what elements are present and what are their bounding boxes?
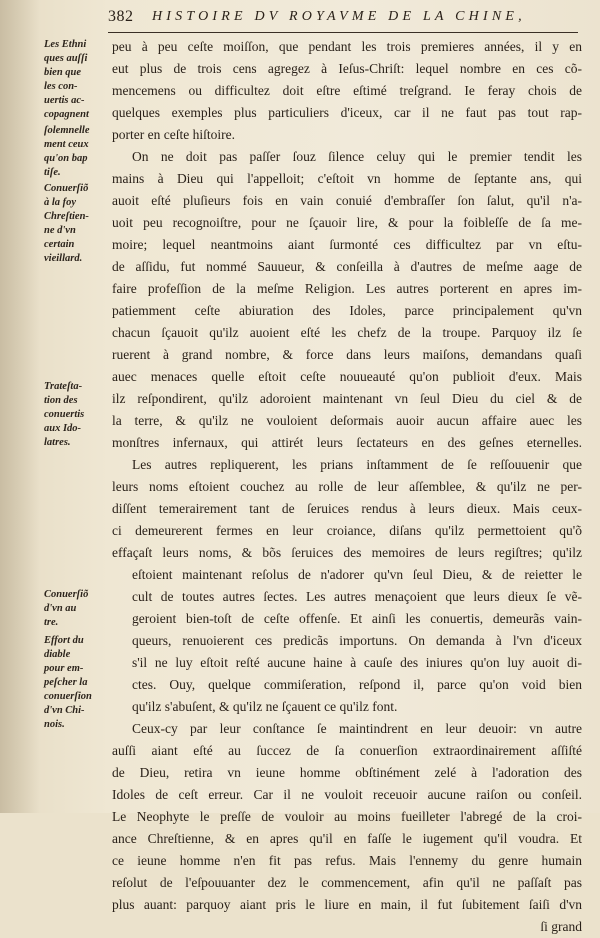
text-line: auoit eſté pluſieurs fois en vain conuié d'embraſſer ſon ſalut, qu'il n'a-: [112, 193, 582, 208]
text-line: peu à peu ceſte moiſſon, que pendant les trois premieres années, il y en: [112, 39, 582, 54]
margin-note: [44, 38, 112, 122]
margin-note-line: peſcher la: [44, 677, 88, 688]
margin-note-line: tre.: [44, 617, 59, 628]
text-line: uoit peu recognoiſtre, pour ne ſçauoir lire, & pour la foibleſſe de ſa me-: [112, 215, 582, 230]
running-title: HISTOIRE DV ROYAVME DE LA CHINE,: [152, 9, 526, 24]
margin-note-line: vieillard.: [44, 253, 83, 264]
text-line: ance Chreſtienne, & en apres qu'il en faſſe le iugement qu'il voudra. Et: [112, 831, 582, 846]
text-line: auſſi aiant eſté au ſuccez de ſa conuerſion extraordinairement aſſiſté: [112, 743, 582, 758]
text-line: cult de toutes autres ſectes. Les autres menaçoient que leurs dieux ſe vẽ-: [132, 589, 582, 604]
text-line: ce ieune homme n'en fit pas refus. Mais l'ennemy du genre humain: [112, 853, 582, 868]
margin-note-line: pour em-: [44, 663, 84, 674]
body-text: [112, 36, 582, 938]
text-line: Le Neophyte le preſſe de vouloir au moins fueilleter l'abregé de la croi-: [112, 809, 582, 824]
margin-note-line: Chreſtien-: [44, 211, 89, 222]
margin-note-line: qu'on bap: [44, 153, 88, 164]
margin-note-line: uertis ac-: [44, 95, 85, 106]
text-line: leurs noms eſtoient couchez au rolle de leur aſſemblee, & qu'ilz ne per-: [112, 479, 582, 494]
margin-note-line: conuerſion: [44, 691, 92, 702]
text-line: queurs, renuoierent ces predicãs importuns. On demanda à l'vn d'iceux: [132, 633, 582, 648]
page-number: 382: [108, 8, 134, 25]
margin-note-line: tion des: [44, 395, 78, 406]
margin-note: [44, 380, 112, 450]
margin-note-line: certain: [44, 239, 75, 250]
margin-note-line: nois.: [44, 719, 65, 730]
text-line: s'il ne luy eſtoit reſté aucune haine à cauſe des iniures qu'on luy auoit di-: [132, 655, 582, 670]
text-line: monſtres infernaux, qui attirét leurs ſectateurs en des geſnes eternelles.: [112, 435, 582, 450]
text-line: eſtoient maintenant reſolus de n'adorer qu'vn ſeul Dieu, & de reietter le: [132, 567, 582, 582]
text-line: faire profeſſion de la meſme Religion. Les autres porterent en apres im-: [112, 281, 582, 296]
margin-note: [44, 588, 112, 630]
text-line: de aſſidu, fut nommé Sauueur, & conſeilla à d'autres de meſme aage de: [112, 259, 582, 274]
text-line: Ceux-cy par leur conſtance ſe maintindrent en leur deuoir: vn autre: [132, 721, 582, 736]
text-line: geroient bien-toſt de ceſte offenſe. Et ainſi les conuertis, demeurãs vain-: [132, 611, 582, 626]
margin-note-line: d'vn au: [44, 603, 77, 614]
text-line: reſolut de l'eſpouuanter dez le commencement, afin qu'il ne paſſaſt pas: [112, 875, 582, 890]
margin-note-line: latres.: [44, 437, 71, 448]
text-line: Les autres repliquerent, les prians inſtamment de ſe reſſouuenir que: [132, 457, 582, 472]
margin-note: [44, 182, 112, 266]
text-line: On ne doit pas paſſer ſouz ſilence celuy qui le premier tendit les: [132, 149, 582, 164]
margin-note-line: ques auſſi: [44, 53, 88, 64]
text-line: patiemment ceſte abiuration des Idoles, parce principalement qu'vn: [112, 303, 582, 318]
margin-note-line: les con-: [44, 81, 78, 92]
margin-note-line: ment ceux: [44, 139, 89, 150]
margin-note-line: Trateſta-: [44, 381, 83, 392]
text-line: mencemens ou difficultez doit eſtre eſtimé treſgrand. Ie feray chois de: [112, 83, 582, 98]
text-line: mains à Dieu qui l'appelloit; c'eſtoit vn homme de ſeptante ans, qui: [112, 171, 582, 186]
text-line: porter en ceſte hiſtoire.: [112, 127, 235, 142]
margin-note: [44, 124, 112, 180]
text-line: Idoles de ceſt erreur. Car il ne vouloit receuoir aucune raiſon ou conſeil.: [112, 787, 582, 802]
text-line: ctes. Ouy, quelque commiſeration, reſpond il, parce qu'on void bien: [132, 677, 582, 692]
text-line: plus auant: parquoy aiant pris le liure en main, il fut ſubitement ſaiſi d'vn: [112, 897, 582, 912]
margin-note-line: ſolemnelle: [44, 125, 90, 136]
margin-notes: [0, 0, 108, 813]
text-line: eut plus de trois cens agregez à Ieſus-Chriſt: lequel nombre en ces cõ-: [112, 61, 582, 76]
margin-note-line: tiſe.: [44, 167, 61, 178]
text-line: moire; lequel neantmoins aiant ſurmonté ces difficultez par vn eſtu-: [112, 237, 582, 252]
margin-note-line: aux Ido-: [44, 423, 82, 434]
text-line: la terre, & qu'ilz ne vouloient deſormais auoir aucun affaire auec les: [112, 413, 582, 428]
text-line: effaçaſt leurs noms, & bõs ſeruices des memoires de leurs regiſtres; qu'ilz: [112, 545, 582, 560]
margin-note-line: copagnent: [44, 109, 89, 120]
margin-note-line: Conuerſiõ: [44, 589, 89, 600]
catchword: ſi grand: [540, 919, 582, 934]
margin-note-line: diable: [44, 649, 71, 660]
margin-note-line: Conuerſiõ: [44, 183, 89, 194]
margin-note: [44, 634, 112, 732]
margin-note-line: Les Ethni: [44, 39, 87, 50]
text-line: de Dieu, retira vn ieune homme obſtinément zelé à l'adoration des: [112, 765, 582, 780]
text-line: ruerent à grand nombre, & force dans leurs maiſons, demandans quaſi: [112, 347, 582, 362]
page-header: [108, 8, 578, 33]
margin-note-line: Effort du: [44, 635, 84, 646]
text-line: quelques exemples plus particuliers d'iceux, car il ne faut pas tout rap-: [112, 105, 582, 120]
margin-note-line: conuertis: [44, 409, 85, 420]
text-line: qu'ilz s'abuſent, & qu'ilz ne ſçauent ce qu'ilz font.: [132, 699, 398, 714]
margin-note-line: ne d'vn: [44, 225, 76, 236]
margin-note-line: à la foy: [44, 197, 77, 208]
margin-note-line: d'vn Chi-: [44, 705, 85, 716]
text-line: ilz reſpondirent, qu'ilz adoroient maintenant vn ſeul Dieu du ciel & de: [112, 391, 582, 406]
text-line: auec menaces quelle eſtoit ceſte nouueauté qu'on publioit d'eux. Mais: [112, 369, 582, 384]
margin-note-line: bien que: [44, 67, 82, 78]
text-line: ci demeurerent fermes en leur croiance, diſans qu'ilz permettoient qu'õ: [112, 523, 582, 538]
text-line: diſſent temerairement tant de ſeruices rendus à leurs dieux. Mais ceux-: [112, 501, 582, 516]
text-line: chacun ſçauoit qu'ilz auoient eſté les chefz de la troupe. Parquoy ilz ſe: [112, 325, 582, 340]
